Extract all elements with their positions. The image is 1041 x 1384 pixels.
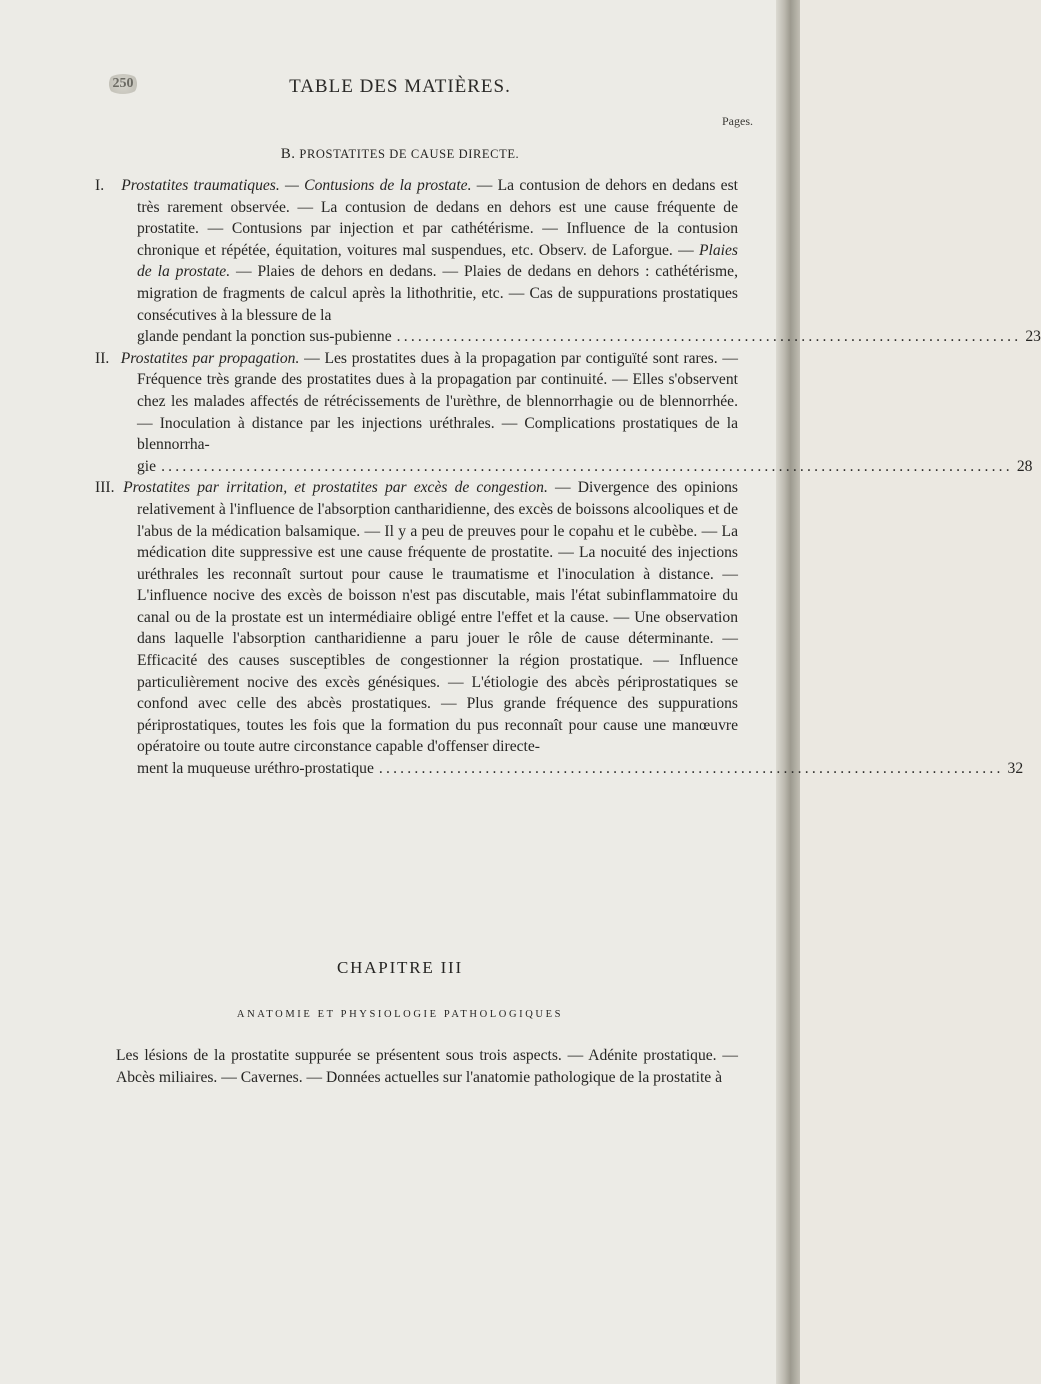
entry-body: — Les prostatites dues à la propagation par contiguïté sont rares. — Fréquence très grande des prostatites dues à la propagation par continuité. — Elles s'observent chez les malades affectés de rétrécissements de l'urèthre, de blennorrhagie ou de blennorrhée. — Inoculation à distance par les injections uréthrales. — Complications prostatiques de la blennorrha-	[137, 349, 738, 454]
toc-entry	[95, 477, 1024, 779]
entry-page-number: 23	[1025, 328, 1041, 346]
entry-page-number: 28	[1016, 457, 1033, 475]
entry-body: — Divergence des opinions relativement à l'influence de l'absorption cantharidienne, des excès de boissons alcooliques et de l'abus de la médication balsamique. — Il y a peu de preuves pour le copahu et le cubèbe. — La médication dite suppressive est une cause fréquente de prostatite. — La nocuité des injections uréthrales les reconnaît surtout pour cause le traumatisme et l'inoculation à distance. — L'influence nocive des excès de boisson n'est pas discutable, mais l'état subinflammatoire du canal ou de la prostate est un intermédiaire obligé entre l'effet et la cause. — Une observation dans laquelle l'absorption cantharidienne a paru jouer le rôle de cause déterminante. — Efficacité des causes susceptibles de congestionner la région prostatique. — Influence particulièrement nocive des excès génésiques. — L'étiologie des abcès périprostatiques se confond avec celle des abcès prostatiques. — Plus grande fréquence des suppurations périprostatiques, toutes les fois que la formation du pus reconnaît pour cause une manœuvre opératoire ou toute autre circonstance capable d'offenser directe-	[137, 479, 739, 756]
entry-subtitle: Plaies de la prostate.	[137, 241, 738, 281]
toc-leader-line	[116, 326, 1041, 348]
dot-leader: ........................................................................................	[378, 760, 1004, 778]
chapter-subtitle: ANATOMIE ET PHYSIOLOGIE PATHOLOGIQUES	[236, 1009, 564, 1020]
entry-body: — La contusion de dehors en dedans est très rarement observée. — La contusion de dedans en dehors est une cause fréquente de prostatite. — Contusions par injection et par cathétérisme. — Influence de la contusion chronique et répétée, équitation, voitures mal suspendues, etc. Observ. de Laforgue. —	[137, 177, 739, 259]
section-title: PROSTATITES DE CAUSE DIRECTE.	[299, 147, 520, 161]
entry-last-line: gie	[137, 457, 157, 475]
section-heading	[0, 146, 800, 163]
running-head: TABLE DES MATIÈRES.	[289, 76, 511, 97]
toc-leader-line	[116, 758, 1024, 780]
entry-title: Prostatites par irritation, et prostatites par excès de congestion.	[123, 479, 548, 497]
toc-entry-text: II. Prostatites par propagation. — Les prostatites dues à la propagation par contiguïté sont rares. — Fréquence très grande des prostatites dues à la propagation par continuité. — Elles s'observent chez les malades affectés de rétrécissements de l'urèthre, de blennorrhagie ou de blennorrhée. — Inoculation à distance par les injections uréthrales. — Complications prostatiques de la blennorrha-	[95, 349, 738, 454]
page-number: 250	[106, 74, 140, 94]
pages-column-label: Pages.	[722, 114, 753, 128]
entry-title: Prostatites par propagation.	[120, 349, 300, 367]
dot-leader: ........................................................................................	[396, 328, 1022, 346]
toc-entry	[95, 348, 1033, 478]
entry-title: Prostatites traumatiques. — Contusions de la prostate.	[121, 177, 472, 194]
section-letter: B.	[280, 146, 296, 162]
entry-page-number: 32	[1007, 760, 1024, 778]
entry-body-continued: — Plaies de dehors en dedans. — Plaies de dedans en dehors : cathétérisme, migration de fragments de calcul après la lithothritie, etc. — Cas de suppurations prostatiques consécutives à la blessure de la	[137, 263, 738, 324]
toc-leader-line	[116, 456, 1033, 478]
dot-leader: ........................................................................................................................	[161, 457, 1013, 475]
toc-entry	[95, 175, 1041, 348]
chapter-summary: Les lésions de la prostatite suppurée se présentent sous trois aspects. — Adénite prostatique. — Abcès miliaires. — Cavernes. — Données actuelles sur l'anatomie pathologique de la prostatite à	[116, 1047, 738, 1086]
toc-entry-text: III. Prostatites par irritation, et prostatites par excès de congestion. — Divergence des opinions relativement à l'influence de l'absorption cantharidienne, des excès de boissons alcooliques et de l'abus de la médication balsamique. — Il y a peu de preuves pour le copahu et le cubèbe. — La médication dite suppressive est une cause fréquente de prostatite. — La nocuité des injections uréthrales les reconnaît surtout pour cause le traumatisme et l'inoculation à distance. — L'influence nocive des excès de boisson n'est pas discutable, mais l'état subinflammatoire du canal ou de la prostate est un intermédiaire obligé entre l'effet et la cause. — Une observation dans laquelle l'absorption cantharidienne a paru jouer le rôle de cause déterminante. — Efficacité des causes susceptibles de congestionner la région prostatique. — Influence particulièrement nocive des excès génésiques. — L'étiologie des abcès périprostatiques se confond avec celle des abcès prostatiques. — Plus grande fréquence des suppurations périprostatiques, toutes les fois que la formation du pus reconnaît pour cause une manœuvre opératoire ou toute autre circonstance capable d'offenser directe-	[95, 479, 739, 756]
entry-last-line: glande pendant la ponction sus-pubienne	[137, 328, 392, 346]
scanned-page-edge	[776, 0, 800, 1384]
chapter-title: CHAPITRE III	[337, 958, 463, 977]
toc-entry-text: I. Prostatites traumatiques. — Contusions de la prostate. — La contusion de dehors en dedans est très rarement observée. — La contusion de dedans en dehors est une cause fréquente de prostatite. — Contusions par injection et par cathétérisme. — Influence de la contusion chronique et répétée, équitation, voitures mal suspendues, etc. Observ. de Laforgue. — Plaies de la prostate. — Plaies de dehors en dedans. — Plaies de dedans en dehors : cathétérisme, migration de fragments de calcul après la lithothritie, etc. — Cas de suppurations prostatiques consécutives à la blessure de la	[95, 177, 739, 324]
entry-last-line: ment la muqueuse uréthro-prostatique	[137, 760, 374, 778]
toc-entries	[95, 175, 1041, 780]
